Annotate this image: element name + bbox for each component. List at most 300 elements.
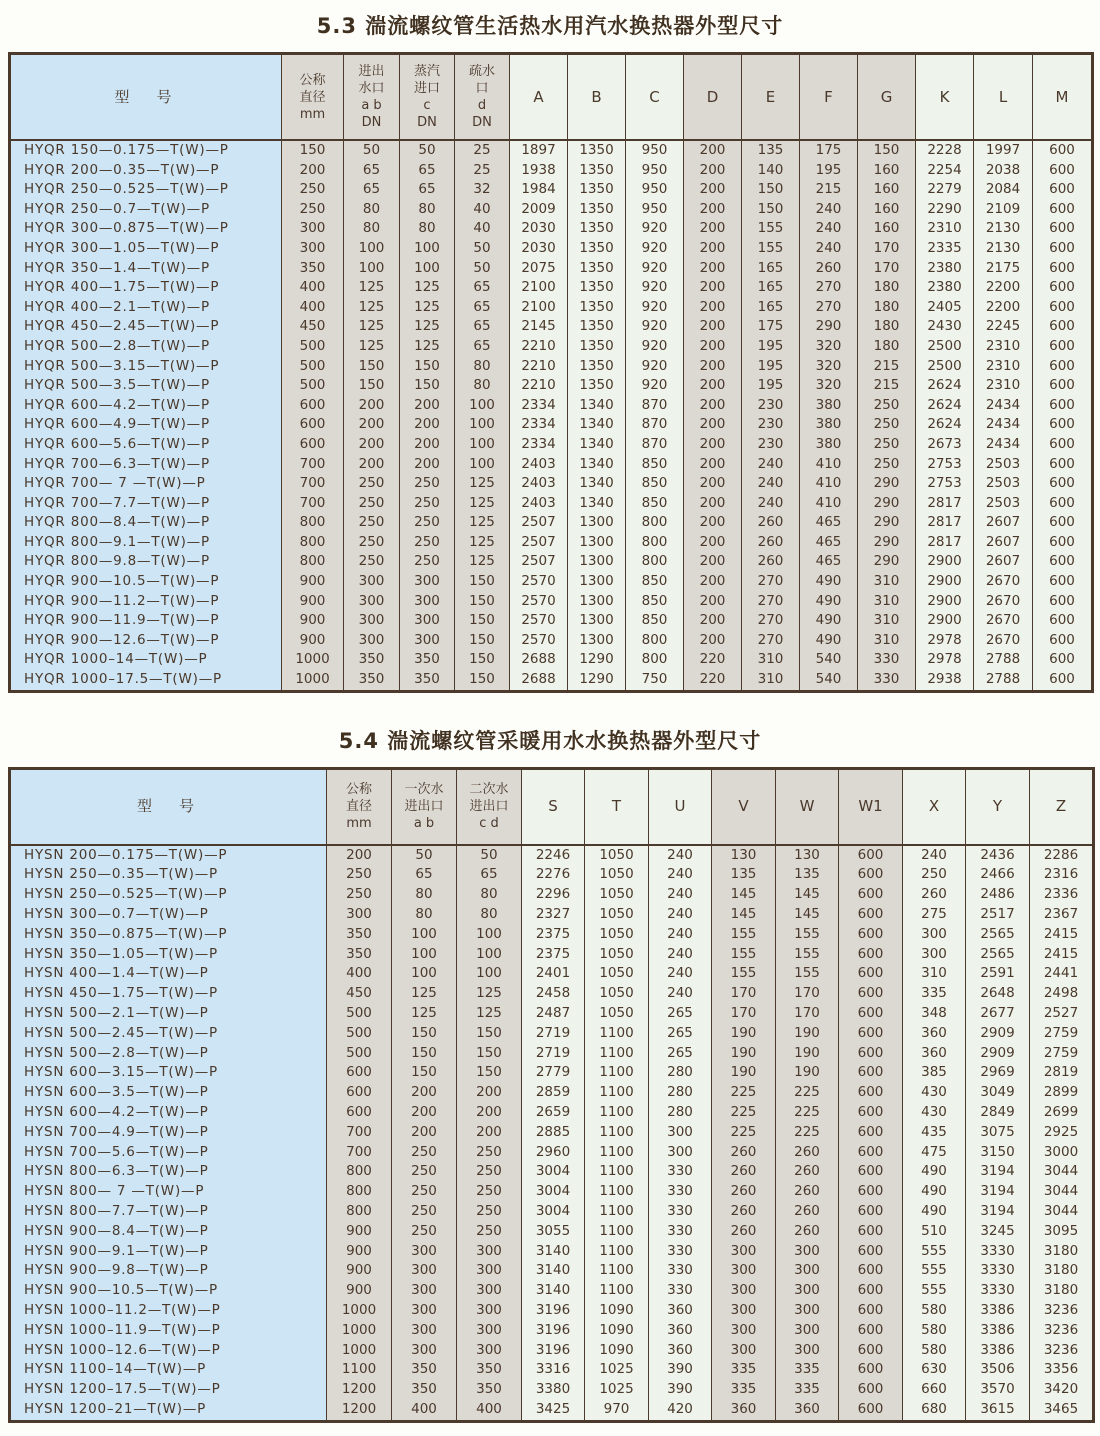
dimension-cell: 335 bbox=[903, 984, 966, 1004]
dimension-cell: 300 bbox=[776, 1341, 839, 1361]
dimension-cell: 2570 bbox=[510, 572, 568, 592]
table-row bbox=[10, 474, 1093, 494]
dimension-cell: 600 bbox=[327, 1103, 392, 1123]
dimension-cell: 3194 bbox=[966, 1202, 1030, 1222]
dimension-cell: 240 bbox=[742, 474, 800, 494]
steam-inlet-header: 蒸汽 进口 c DN bbox=[400, 54, 455, 141]
dimension-cell: 220 bbox=[684, 670, 742, 691]
dimension-cell: 260 bbox=[776, 1162, 839, 1182]
dimension-cell: 200 bbox=[684, 317, 742, 337]
dimension-cell: 300 bbox=[903, 945, 966, 965]
dimension-cell: 330 bbox=[649, 1281, 712, 1301]
dimension-cell: 200 bbox=[400, 415, 455, 435]
dimension-cell: 260 bbox=[712, 1202, 776, 1222]
dimension-cell: 250 bbox=[457, 1222, 522, 1242]
dimension-cell: 310 bbox=[858, 631, 916, 651]
table-row bbox=[10, 1400, 1094, 1421]
model-cell: HYSN 500—2.1—T(W)—P bbox=[10, 1004, 327, 1024]
model-cell: HYQR 800—8.4—T(W)—P bbox=[10, 513, 282, 533]
dimension-cell: 100 bbox=[400, 239, 455, 259]
dimension-cell: 3180 bbox=[1030, 1261, 1094, 1281]
dimension-cell: 3380 bbox=[522, 1380, 585, 1400]
table-row bbox=[10, 161, 1093, 181]
dimension-cell: 500 bbox=[327, 1004, 392, 1024]
dimension-cell: 2310 bbox=[974, 357, 1033, 377]
dimension-cell: 200 bbox=[684, 298, 742, 318]
dimension-cell: 250 bbox=[400, 552, 455, 572]
dimension-cell: 800 bbox=[282, 552, 344, 572]
dimension-cell: 155 bbox=[776, 925, 839, 945]
dimension-cell: 1050 bbox=[585, 865, 649, 885]
dimension-cell: 260 bbox=[776, 1143, 839, 1163]
dimension-cell: 490 bbox=[800, 572, 858, 592]
dimension-cell: 920 bbox=[626, 376, 684, 396]
dimension-cell: 160 bbox=[858, 200, 916, 220]
dimension-cell: 2228 bbox=[916, 140, 974, 161]
dimension-cell: 250 bbox=[858, 455, 916, 475]
dimension-cell: 100 bbox=[455, 396, 510, 416]
dimension-cell: 2075 bbox=[510, 259, 568, 279]
table-row bbox=[10, 964, 1094, 984]
dimension-cell: 300 bbox=[457, 1281, 522, 1301]
dimension-cell: 2466 bbox=[966, 865, 1030, 885]
dimension-cell: 465 bbox=[800, 533, 858, 553]
dim-x-header: X bbox=[903, 768, 966, 845]
dimension-cell: 125 bbox=[400, 317, 455, 337]
dim-t-header: T bbox=[585, 768, 649, 845]
dimension-cell: 1200 bbox=[327, 1380, 392, 1400]
table-row bbox=[10, 337, 1093, 357]
dimension-cell: 155 bbox=[742, 239, 800, 259]
model-cell: HYSN 900—9.1—T(W)—P bbox=[10, 1242, 327, 1262]
dimension-cell: 1997 bbox=[974, 140, 1033, 161]
model-cell: HYQR 400—2.1—T(W)—P bbox=[10, 298, 282, 318]
table-row bbox=[10, 219, 1093, 239]
dimension-cell: 800 bbox=[626, 533, 684, 553]
dimension-cell: 260 bbox=[742, 513, 800, 533]
dimension-cell: 600 bbox=[839, 1143, 903, 1163]
dimension-cell: 2401 bbox=[522, 964, 585, 984]
dimension-cell: 2624 bbox=[916, 376, 974, 396]
dimension-cell: 1340 bbox=[568, 415, 626, 435]
model-cell: HYSN 600—3.5—T(W)—P bbox=[10, 1083, 327, 1103]
dimension-cell: 200 bbox=[684, 435, 742, 455]
dimension-cell: 260 bbox=[776, 1222, 839, 1242]
dimension-cell: 170 bbox=[858, 239, 916, 259]
dimension-cell: 435 bbox=[903, 1123, 966, 1143]
dimension-cell: 350 bbox=[344, 650, 400, 670]
table-row bbox=[10, 984, 1094, 1004]
dimension-cell: 800 bbox=[626, 631, 684, 651]
table-row bbox=[10, 376, 1093, 396]
dimension-cell: 3150 bbox=[966, 1143, 1030, 1163]
dimension-cell: 300 bbox=[712, 1281, 776, 1301]
dimension-cell: 850 bbox=[626, 494, 684, 514]
dim-w1-header: W1 bbox=[839, 768, 903, 845]
table-row bbox=[10, 1242, 1094, 1262]
dimension-cell: 1100 bbox=[585, 1162, 649, 1182]
dimension-cell: 200 bbox=[400, 455, 455, 475]
dimension-cell: 3196 bbox=[522, 1341, 585, 1361]
dimension-cell: 1100 bbox=[585, 1222, 649, 1242]
dimension-cell: 2570 bbox=[510, 631, 568, 651]
dimension-cell: 165 bbox=[742, 298, 800, 318]
dimension-cell: 300 bbox=[344, 611, 400, 631]
dimension-cell: 200 bbox=[684, 278, 742, 298]
dimension-cell: 300 bbox=[457, 1242, 522, 1262]
dimension-cell: 300 bbox=[712, 1341, 776, 1361]
dimension-cell: 200 bbox=[684, 533, 742, 553]
dimension-cell: 2779 bbox=[522, 1063, 585, 1083]
dimension-cell: 2759 bbox=[1030, 1044, 1094, 1064]
table-row bbox=[10, 1063, 1094, 1083]
dim-m-header: M bbox=[1033, 54, 1093, 141]
dimension-cell: 150 bbox=[344, 357, 400, 377]
table-row bbox=[10, 415, 1093, 435]
dim-w-header: W bbox=[776, 768, 839, 845]
dimension-cell: 3570 bbox=[966, 1380, 1030, 1400]
dimension-cell: 1050 bbox=[585, 925, 649, 945]
table-row bbox=[10, 357, 1093, 377]
dimension-cell: 2310 bbox=[974, 337, 1033, 357]
model-cell: HYQR 900—10.5—T(W)—P bbox=[10, 572, 282, 592]
dim-s-header: S bbox=[522, 768, 585, 845]
dimension-cell: 500 bbox=[327, 1024, 392, 1044]
dimension-cell: 125 bbox=[457, 984, 522, 1004]
dimension-cell: 380 bbox=[800, 435, 858, 455]
dimension-cell: 320 bbox=[800, 357, 858, 377]
dimension-cell: 900 bbox=[327, 1222, 392, 1242]
dimension-cell: 1300 bbox=[568, 572, 626, 592]
dimension-cell: 250 bbox=[858, 435, 916, 455]
dimension-cell: 170 bbox=[858, 259, 916, 279]
dimension-cell: 100 bbox=[455, 435, 510, 455]
dimension-cell: 200 bbox=[684, 200, 742, 220]
dimension-cell: 200 bbox=[684, 631, 742, 651]
model-cell: HYSN 900—10.5—T(W)—P bbox=[10, 1281, 327, 1301]
dimension-cell: 240 bbox=[649, 945, 712, 965]
dimension-cell: 600 bbox=[839, 905, 903, 925]
dimension-cell: 225 bbox=[776, 1123, 839, 1143]
model-cell: HYSN 600—4.2—T(W)—P bbox=[10, 1103, 327, 1123]
dimension-cell: 580 bbox=[903, 1341, 966, 1361]
dimension-cell: 100 bbox=[455, 415, 510, 435]
dimension-cell: 3330 bbox=[966, 1261, 1030, 1281]
model-cell: HYQR 300—1.05—T(W)—P bbox=[10, 239, 282, 259]
dimension-cell: 2659 bbox=[522, 1103, 585, 1123]
dimension-cell: 1300 bbox=[568, 592, 626, 612]
dimension-cell: 1350 bbox=[568, 219, 626, 239]
dimension-cell: 490 bbox=[800, 631, 858, 651]
table-row bbox=[10, 513, 1093, 533]
dimension-cell: 200 bbox=[684, 513, 742, 533]
dimension-cell: 1350 bbox=[568, 337, 626, 357]
dimension-cell: 200 bbox=[684, 494, 742, 514]
dimension-cell: 2415 bbox=[1030, 945, 1094, 965]
dimension-cell: 2367 bbox=[1030, 905, 1094, 925]
dimension-cell: 1050 bbox=[585, 1004, 649, 1024]
table-row bbox=[10, 592, 1093, 612]
dimension-cell: 2403 bbox=[510, 455, 568, 475]
dimension-cell: 2527 bbox=[1030, 1004, 1094, 1024]
dimension-cell: 150 bbox=[457, 1044, 522, 1064]
dimension-cell: 1350 bbox=[568, 317, 626, 337]
dimension-cell: 1100 bbox=[585, 1044, 649, 1064]
dimension-cell: 200 bbox=[392, 1083, 457, 1103]
model-header: 型 号 bbox=[10, 768, 327, 845]
dimension-cell: 100 bbox=[344, 259, 400, 279]
table-row bbox=[10, 631, 1093, 651]
dimension-cell: 150 bbox=[457, 1024, 522, 1044]
model-cell: HYQR 500—3.15—T(W)—P bbox=[10, 357, 282, 377]
model-cell: HYQR 300—0.875—T(W)—P bbox=[10, 219, 282, 239]
dimension-cell: 600 bbox=[1033, 337, 1093, 357]
dimension-cell: 50 bbox=[344, 140, 400, 161]
dimension-cell: 2336 bbox=[1030, 885, 1094, 905]
dimension-cell: 2500 bbox=[916, 357, 974, 377]
dimension-cell: 3180 bbox=[1030, 1242, 1094, 1262]
model-cell: HYSN 350—1.05—T(W)—P bbox=[10, 945, 327, 965]
dimension-cell: 200 bbox=[400, 435, 455, 455]
model-cell: HYSN 600—3.15—T(W)—P bbox=[10, 1063, 327, 1083]
dimension-cell: 400 bbox=[392, 1400, 457, 1421]
dimension-cell: 300 bbox=[649, 1123, 712, 1143]
dimension-cell: 2210 bbox=[510, 376, 568, 396]
dimension-cell: 250 bbox=[903, 865, 966, 885]
dimension-cell: 155 bbox=[712, 945, 776, 965]
dimension-cell: 950 bbox=[626, 161, 684, 181]
dimension-cell: 300 bbox=[392, 1281, 457, 1301]
dimension-cell: 350 bbox=[392, 1380, 457, 1400]
dimension-cell: 265 bbox=[649, 1004, 712, 1024]
dimension-cell: 2254 bbox=[916, 161, 974, 181]
dimension-cell: 250 bbox=[344, 552, 400, 572]
dimension-cell: 125 bbox=[400, 278, 455, 298]
dimension-cell: 2517 bbox=[966, 905, 1030, 925]
dimension-cell: 700 bbox=[327, 1143, 392, 1163]
dimension-cell: 250 bbox=[392, 1143, 457, 1163]
dimension-cell: 80 bbox=[392, 905, 457, 925]
dimension-cell: 900 bbox=[327, 1242, 392, 1262]
dimension-cell: 400 bbox=[327, 964, 392, 984]
dimension-cell: 360 bbox=[649, 1301, 712, 1321]
dimension-cell: 200 bbox=[684, 396, 742, 416]
dimension-cell: 250 bbox=[282, 180, 344, 200]
dimension-cell: 165 bbox=[742, 278, 800, 298]
dimension-cell: 170 bbox=[776, 984, 839, 1004]
dimension-cell: 490 bbox=[903, 1162, 966, 1182]
dimension-cell: 700 bbox=[327, 1123, 392, 1143]
dimension-cell: 2899 bbox=[1030, 1083, 1094, 1103]
dim-c-header: C bbox=[626, 54, 684, 141]
table-row bbox=[10, 1103, 1094, 1123]
dimension-cell: 3004 bbox=[522, 1182, 585, 1202]
dimension-cell: 3236 bbox=[1030, 1341, 1094, 1361]
dimension-cell: 2849 bbox=[966, 1103, 1030, 1123]
dimension-cell: 165 bbox=[742, 259, 800, 279]
dimension-cell: 65 bbox=[344, 161, 400, 181]
dimension-cell: 300 bbox=[712, 1261, 776, 1281]
dimension-cell: 240 bbox=[742, 455, 800, 475]
dimension-cell: 410 bbox=[800, 494, 858, 514]
dimension-cell: 600 bbox=[839, 1162, 903, 1182]
model-cell: HYQR 700—6.3—T(W)—P bbox=[10, 455, 282, 475]
dimension-cell: 195 bbox=[742, 376, 800, 396]
dimension-cell: 390 bbox=[649, 1380, 712, 1400]
dimension-cell: 150 bbox=[400, 376, 455, 396]
dimension-cell: 2503 bbox=[974, 455, 1033, 475]
dimension-cell: 2316 bbox=[1030, 865, 1094, 885]
dimension-cell: 800 bbox=[626, 552, 684, 572]
dimension-cell: 200 bbox=[457, 1123, 522, 1143]
dimension-cell: 155 bbox=[712, 964, 776, 984]
dimension-cell: 290 bbox=[858, 552, 916, 572]
dimension-cell: 280 bbox=[649, 1063, 712, 1083]
dimension-cell: 320 bbox=[800, 376, 858, 396]
dimension-cell: 260 bbox=[712, 1222, 776, 1242]
table-5-4-title: 5.4 湍流螺纹管采暖用水水换热器外型尺寸 bbox=[338, 728, 762, 753]
table-row bbox=[10, 1281, 1094, 1301]
dimension-cell: 190 bbox=[776, 1044, 839, 1064]
dimension-cell: 150 bbox=[392, 1063, 457, 1083]
dimension-cell: 3075 bbox=[966, 1123, 1030, 1143]
table-row bbox=[10, 1162, 1094, 1182]
dimension-cell: 600 bbox=[839, 1380, 903, 1400]
table-row bbox=[10, 396, 1093, 416]
dimension-cell: 270 bbox=[742, 611, 800, 631]
dimension-cell: 270 bbox=[742, 631, 800, 651]
dimension-cell: 600 bbox=[1033, 278, 1093, 298]
dimension-cell: 500 bbox=[327, 1044, 392, 1064]
dimension-cell: 600 bbox=[839, 1202, 903, 1222]
dimension-cell: 2607 bbox=[974, 513, 1033, 533]
model-cell: HYSN 350—0.875—T(W)—P bbox=[10, 925, 327, 945]
dimension-cell: 600 bbox=[1033, 239, 1093, 259]
dimension-cell: 190 bbox=[712, 1063, 776, 1083]
dimension-cell: 290 bbox=[858, 474, 916, 494]
dimension-cell: 300 bbox=[392, 1341, 457, 1361]
dimension-cell: 600 bbox=[839, 1222, 903, 1242]
dimension-cell: 310 bbox=[858, 592, 916, 612]
dimension-cell: 200 bbox=[684, 140, 742, 161]
dimension-cell: 1350 bbox=[568, 259, 626, 279]
dimension-cell: 1050 bbox=[585, 964, 649, 984]
model-cell: HYQR 900—11.2—T(W)—P bbox=[10, 592, 282, 612]
dimension-cell: 300 bbox=[776, 1261, 839, 1281]
model-cell: HYSN 1200–21—T(W)—P bbox=[10, 1400, 327, 1421]
dimension-cell: 430 bbox=[903, 1103, 966, 1123]
dimension-cell: 100 bbox=[392, 964, 457, 984]
dimension-cell: 3044 bbox=[1030, 1182, 1094, 1202]
dimension-cell: 145 bbox=[712, 885, 776, 905]
dimension-cell: 150 bbox=[455, 572, 510, 592]
dimension-cell: 2498 bbox=[1030, 984, 1094, 1004]
dimension-cell: 920 bbox=[626, 298, 684, 318]
dimension-cell: 600 bbox=[1033, 494, 1093, 514]
dimension-cell: 250 bbox=[282, 200, 344, 220]
dimension-cell: 500 bbox=[282, 376, 344, 396]
dimension-cell: 65 bbox=[400, 161, 455, 181]
dimension-cell: 900 bbox=[282, 592, 344, 612]
dimension-cell: 2130 bbox=[974, 239, 1033, 259]
dimension-cell: 200 bbox=[684, 474, 742, 494]
dimension-cell: 600 bbox=[1033, 298, 1093, 318]
dimension-cell: 2286 bbox=[1030, 845, 1094, 866]
nominal-diameter-header: 公称 直径 mm bbox=[282, 54, 344, 141]
dimension-cell: 600 bbox=[1033, 180, 1093, 200]
dimension-cell: 1340 bbox=[568, 396, 626, 416]
dimension-cell: 490 bbox=[800, 611, 858, 631]
model-cell: HYQR 500—2.8—T(W)—P bbox=[10, 337, 282, 357]
dimension-cell: 80 bbox=[400, 200, 455, 220]
dimension-cell: 300 bbox=[282, 219, 344, 239]
dimension-cell: 150 bbox=[392, 1044, 457, 1064]
dimension-cell: 330 bbox=[858, 650, 916, 670]
dimension-cell: 260 bbox=[742, 552, 800, 572]
dimension-cell: 200 bbox=[457, 1103, 522, 1123]
model-cell: HYSN 1000–11.9—T(W)—P bbox=[10, 1321, 327, 1341]
dimension-cell: 170 bbox=[776, 1004, 839, 1024]
dimension-cell: 65 bbox=[455, 278, 510, 298]
dimension-cell: 3330 bbox=[966, 1242, 1030, 1262]
dimension-cell: 150 bbox=[457, 1063, 522, 1083]
dimension-cell: 190 bbox=[712, 1044, 776, 1064]
dimension-cell: 260 bbox=[712, 1162, 776, 1182]
dimension-cell: 1350 bbox=[568, 239, 626, 259]
dimension-cell: 1050 bbox=[585, 885, 649, 905]
dimension-cell: 2210 bbox=[510, 337, 568, 357]
dimension-cell: 145 bbox=[712, 905, 776, 925]
dimension-cell: 490 bbox=[800, 592, 858, 612]
dimension-cell: 300 bbox=[344, 592, 400, 612]
dimension-cell: 1000 bbox=[327, 1341, 392, 1361]
dimension-cell: 330 bbox=[649, 1242, 712, 1262]
dimension-cell: 2688 bbox=[510, 670, 568, 691]
dimension-cell: 2507 bbox=[510, 533, 568, 553]
table-row bbox=[10, 435, 1093, 455]
dimension-cell: 600 bbox=[839, 1063, 903, 1083]
dimension-cell: 540 bbox=[800, 650, 858, 670]
table-row bbox=[10, 1202, 1094, 1222]
dimension-cell: 2334 bbox=[510, 435, 568, 455]
dimension-cell: 1100 bbox=[585, 1281, 649, 1301]
dimension-cell: 2819 bbox=[1030, 1063, 1094, 1083]
dimension-cell: 160 bbox=[858, 219, 916, 239]
table-row bbox=[10, 1044, 1094, 1064]
dimension-cell: 600 bbox=[839, 1182, 903, 1202]
dimension-cell: 160 bbox=[858, 161, 916, 181]
table-row bbox=[10, 1261, 1094, 1281]
dimension-cell: 500 bbox=[282, 337, 344, 357]
table-row bbox=[10, 552, 1093, 572]
dimension-cell: 600 bbox=[1033, 474, 1093, 494]
dimension-cell: 300 bbox=[712, 1301, 776, 1321]
dimension-cell: 300 bbox=[712, 1242, 776, 1262]
dimension-cell: 180 bbox=[858, 317, 916, 337]
dimension-cell: 1350 bbox=[568, 161, 626, 181]
dimension-cell: 3004 bbox=[522, 1162, 585, 1182]
model-cell: HYSN 450—1.75—T(W)—P bbox=[10, 984, 327, 1004]
dimension-cell: 3000 bbox=[1030, 1143, 1094, 1163]
dimension-cell: 330 bbox=[649, 1182, 712, 1202]
dimension-cell: 600 bbox=[839, 845, 903, 866]
dimension-cell: 850 bbox=[626, 611, 684, 631]
dimension-cell: 260 bbox=[712, 1143, 776, 1163]
dimension-cell: 300 bbox=[400, 592, 455, 612]
dimension-cell: 135 bbox=[712, 865, 776, 885]
dimension-cell: 140 bbox=[742, 161, 800, 181]
dimension-cell: 170 bbox=[712, 1004, 776, 1024]
